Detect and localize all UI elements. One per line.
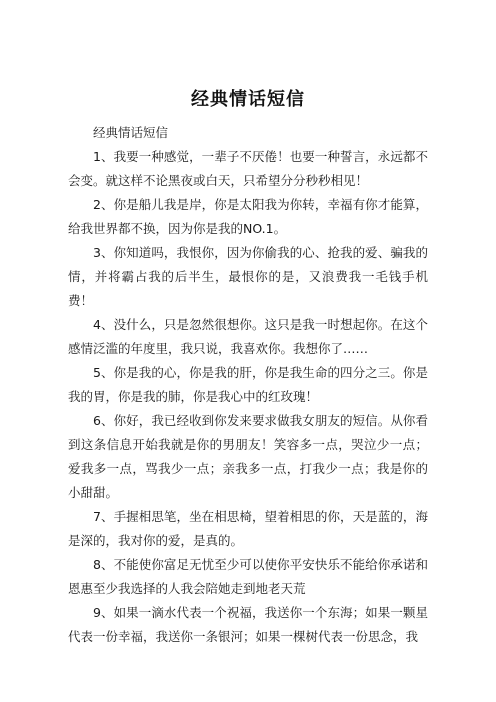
paragraph-9: 9、如果一滴水代表一个祝福，我送你一个东海；如果一颗星代表一份幸福，我送你一条银河；如果一棵树代表一份思念，我 <box>68 605 428 644</box>
paragraph-7: 7、手握相思笔，坐在相思椅，望着相思的你，天是蓝的，海是深的，我对你的爱，是真的。 <box>68 509 428 548</box>
document-body <box>68 121 428 649</box>
paragraph-subtitle: 经典情话短信 <box>93 125 169 140</box>
paragraph-2: 2、你是船儿我是岸，你是太阳我为你转，幸福有你才能算，给我世界都不换，因为你是我的NO.1。 <box>68 197 428 236</box>
paragraph-5: 5、你是我的心，你是我的肝，你是我生命的四分之三。你是我的胃，你是我的肺，你是我心中的红玫瑰！ <box>68 365 428 404</box>
document-title: 经典情话短信 <box>191 89 305 110</box>
paragraph-1: 1、我要一种感觉，一辈子不厌倦！也要一种誓言，永远都不会变。就这样不论黑夜或白天，只希望分分秒秒相见！ <box>68 149 428 188</box>
paragraph-4: 4、没什么，只是忽然很想你。这只是我一时想起你。在这个感情泛滥的年度里，我只说，我喜欢你。我想你了…… <box>68 317 428 356</box>
paragraph-8: 8、不能使你富足无忧至少可以使你平安快乐不能给你承诺和恩惠至少我选择的人我会陪她走到地老天荒 <box>68 557 428 596</box>
paragraph-6: 6、你好，我已经收到你发来要求做我女朋友的短信。从你看到这条信息开始我就是你的男朋友！笑容多一点，哭泣少一点；爱我多一点，骂我少一点；亲我多一点，打我少一点；我是你的小甜甜。 <box>68 413 428 500</box>
paragraph-3: 3、你知道吗，我恨你，因为你偷我的心、抢我的爱、骗我的情，并将霸占我的后半生，最恨你的是，又浪费我一毛钱手机费！ <box>68 245 428 308</box>
